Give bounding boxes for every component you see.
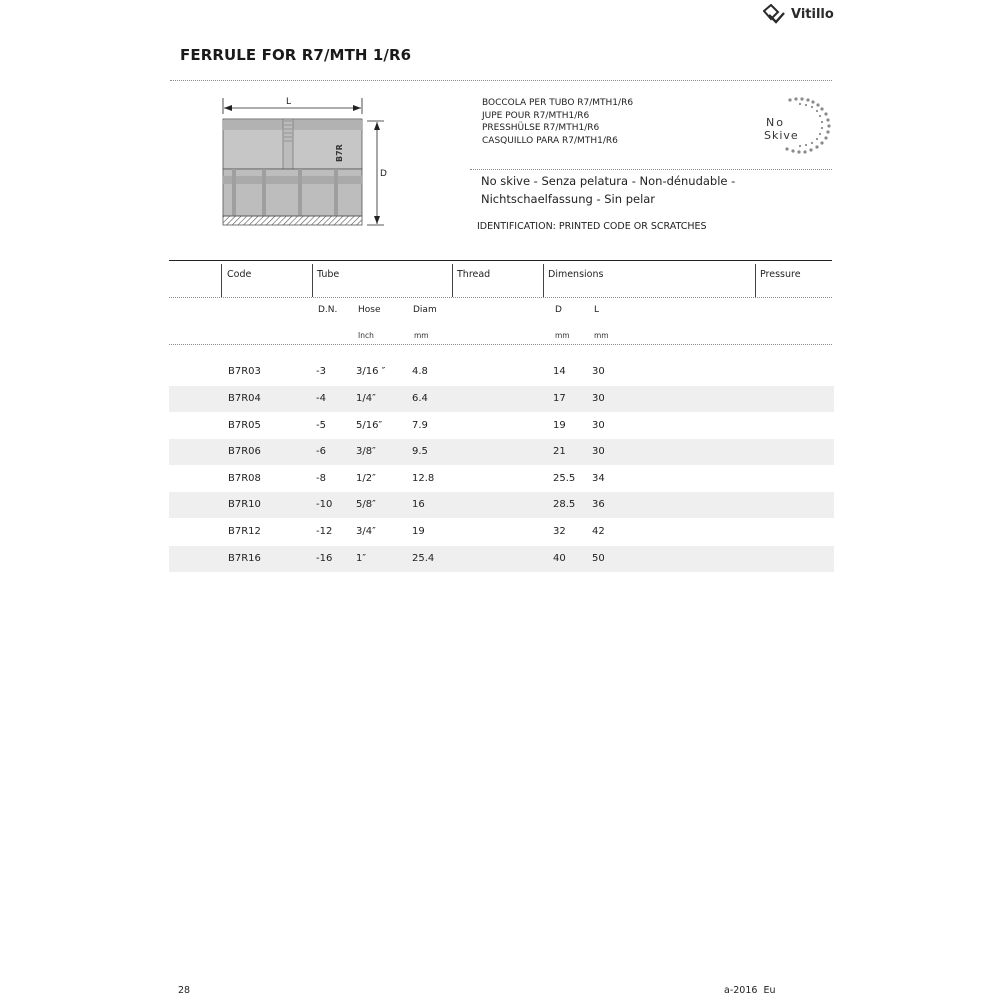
cell-code: B7R06 [228, 446, 261, 457]
cell-hose: 1/2″ [356, 473, 376, 484]
table-row [169, 519, 834, 545]
cell-code: B7R03 [228, 366, 261, 377]
header-separator [312, 264, 313, 297]
table-row [169, 359, 834, 385]
cell-hose: 3/4″ [356, 526, 376, 537]
cell-l: 36 [592, 499, 605, 510]
header-separator [755, 264, 756, 297]
ferrule-drawing [212, 92, 397, 232]
translation-de: PRESSHÜLSE R7/MTH1/R6 [482, 123, 600, 133]
cell-code: B7R04 [228, 393, 261, 404]
cell-diam: 25.4 [412, 553, 435, 564]
table-row [169, 413, 834, 439]
cell-diam: 7.9 [412, 420, 428, 431]
cell-hose: 5/16″ [356, 420, 383, 431]
table-top-rule [169, 260, 832, 261]
cell-d: 17 [553, 393, 566, 404]
cell-dn: -12 [316, 526, 333, 537]
cell-d: 14 [553, 366, 566, 377]
subheader-diam: Diam [413, 305, 437, 315]
header-tube: Tube [317, 269, 340, 280]
cell-dn: -16 [316, 553, 333, 564]
header-thread: Thread [457, 269, 491, 280]
cell-dn: -5 [316, 420, 326, 431]
header-separator [221, 264, 222, 297]
cell-l: 50 [592, 553, 605, 564]
table-row [169, 492, 834, 518]
cell-diam: 6.4 [412, 393, 428, 404]
cell-dn: -3 [316, 366, 326, 377]
cell-diam: 9.5 [412, 446, 428, 457]
cell-diam: 16 [412, 499, 425, 510]
identification-note: IDENTIFICATION: PRINTED CODE OR SCRATCHES [477, 221, 707, 232]
translation-es: CASQUILLO PARA R7/MTH1/R6 [482, 135, 618, 146]
cell-diam: 12.8 [412, 473, 435, 484]
page-number: 28 [178, 985, 191, 996]
noskive-no: No [766, 116, 785, 129]
cell-hose: 5/8″ [356, 499, 376, 510]
cell-hose: 1/4″ [356, 393, 376, 404]
cell-diam: 19 [412, 526, 425, 537]
noskive-skive: Skive [764, 129, 799, 142]
cell-l: 30 [592, 420, 605, 431]
header-separator [452, 264, 453, 297]
header-dimensions: Dimensions [548, 269, 604, 280]
subheader-l: L [594, 305, 600, 315]
noskive-description [481, 172, 735, 208]
cell-d: 32 [553, 526, 566, 537]
noskive-badge [760, 94, 838, 160]
table-row [169, 386, 834, 412]
edition-label: a-2016 Eu [724, 985, 776, 996]
cell-code: B7R08 [228, 473, 261, 484]
header-separator [543, 264, 544, 297]
cell-l: 34 [592, 473, 605, 484]
cell-l: 42 [592, 526, 605, 537]
header-pressure: Pressure [760, 269, 801, 280]
translation-fr: JUPE POUR R7/MTH1/R6 [482, 110, 590, 121]
subheader-hose: Hose [358, 305, 381, 315]
cell-dn: -10 [316, 499, 333, 510]
brand-name: Vitillo [791, 6, 834, 22]
label-d: D [380, 169, 387, 179]
cell-l: 30 [592, 446, 605, 457]
cell-d: 19 [553, 420, 566, 431]
table-row [169, 439, 834, 465]
cell-d: 40 [553, 553, 566, 564]
translation-it: BOCCOLA PER TUBO R7/MTH1/R6 [482, 98, 634, 108]
label-l: L [286, 97, 292, 107]
cell-diam: 4.8 [412, 366, 428, 377]
brand-logo [763, 3, 838, 25]
dimension-l [223, 98, 362, 114]
cell-code: B7R10 [228, 499, 261, 510]
cell-dn: -6 [316, 446, 326, 457]
cell-d: 25.5 [553, 473, 576, 484]
noskive-description-line2: Nichtschaelfassung - Sin pelar [481, 192, 656, 206]
vitillo-diamond-icon [763, 4, 785, 24]
unit-hose: Inch [358, 331, 374, 340]
subheader-dn: D.N. [318, 305, 338, 315]
unit-l: mm [594, 331, 609, 340]
cell-d: 21 [553, 446, 566, 457]
cell-l: 30 [592, 366, 605, 377]
cell-l: 30 [592, 393, 605, 404]
cell-hose: 3/8″ [356, 446, 376, 457]
noskive-description-line1: No skive - Senza pelatura - Non-dénudable - [481, 174, 736, 188]
section-divider [470, 169, 832, 170]
cell-code: B7R16 [228, 553, 261, 564]
table-row [169, 466, 834, 492]
cell-dn: -4 [316, 393, 326, 404]
cell-d: 28.5 [553, 499, 576, 510]
header-code: Code [227, 269, 252, 280]
units-divider [169, 344, 832, 345]
header-divider [169, 297, 832, 298]
cell-code: B7R12 [228, 526, 261, 537]
ferrule-marking: B7R [335, 144, 344, 162]
cell-code: B7R05 [228, 420, 261, 431]
title-divider [170, 80, 832, 81]
cell-hose: 3/16 ″ [356, 366, 386, 377]
page-title: FERRULE FOR R7/MTH 1/R6 [180, 46, 412, 64]
cell-hose: 1″ [356, 553, 367, 564]
unit-d: mm [555, 331, 570, 340]
table-row [169, 546, 834, 572]
subheader-d: D [555, 305, 562, 315]
unit-diam: mm [414, 331, 429, 340]
cell-dn: -8 [316, 473, 326, 484]
translation-list [482, 97, 633, 147]
